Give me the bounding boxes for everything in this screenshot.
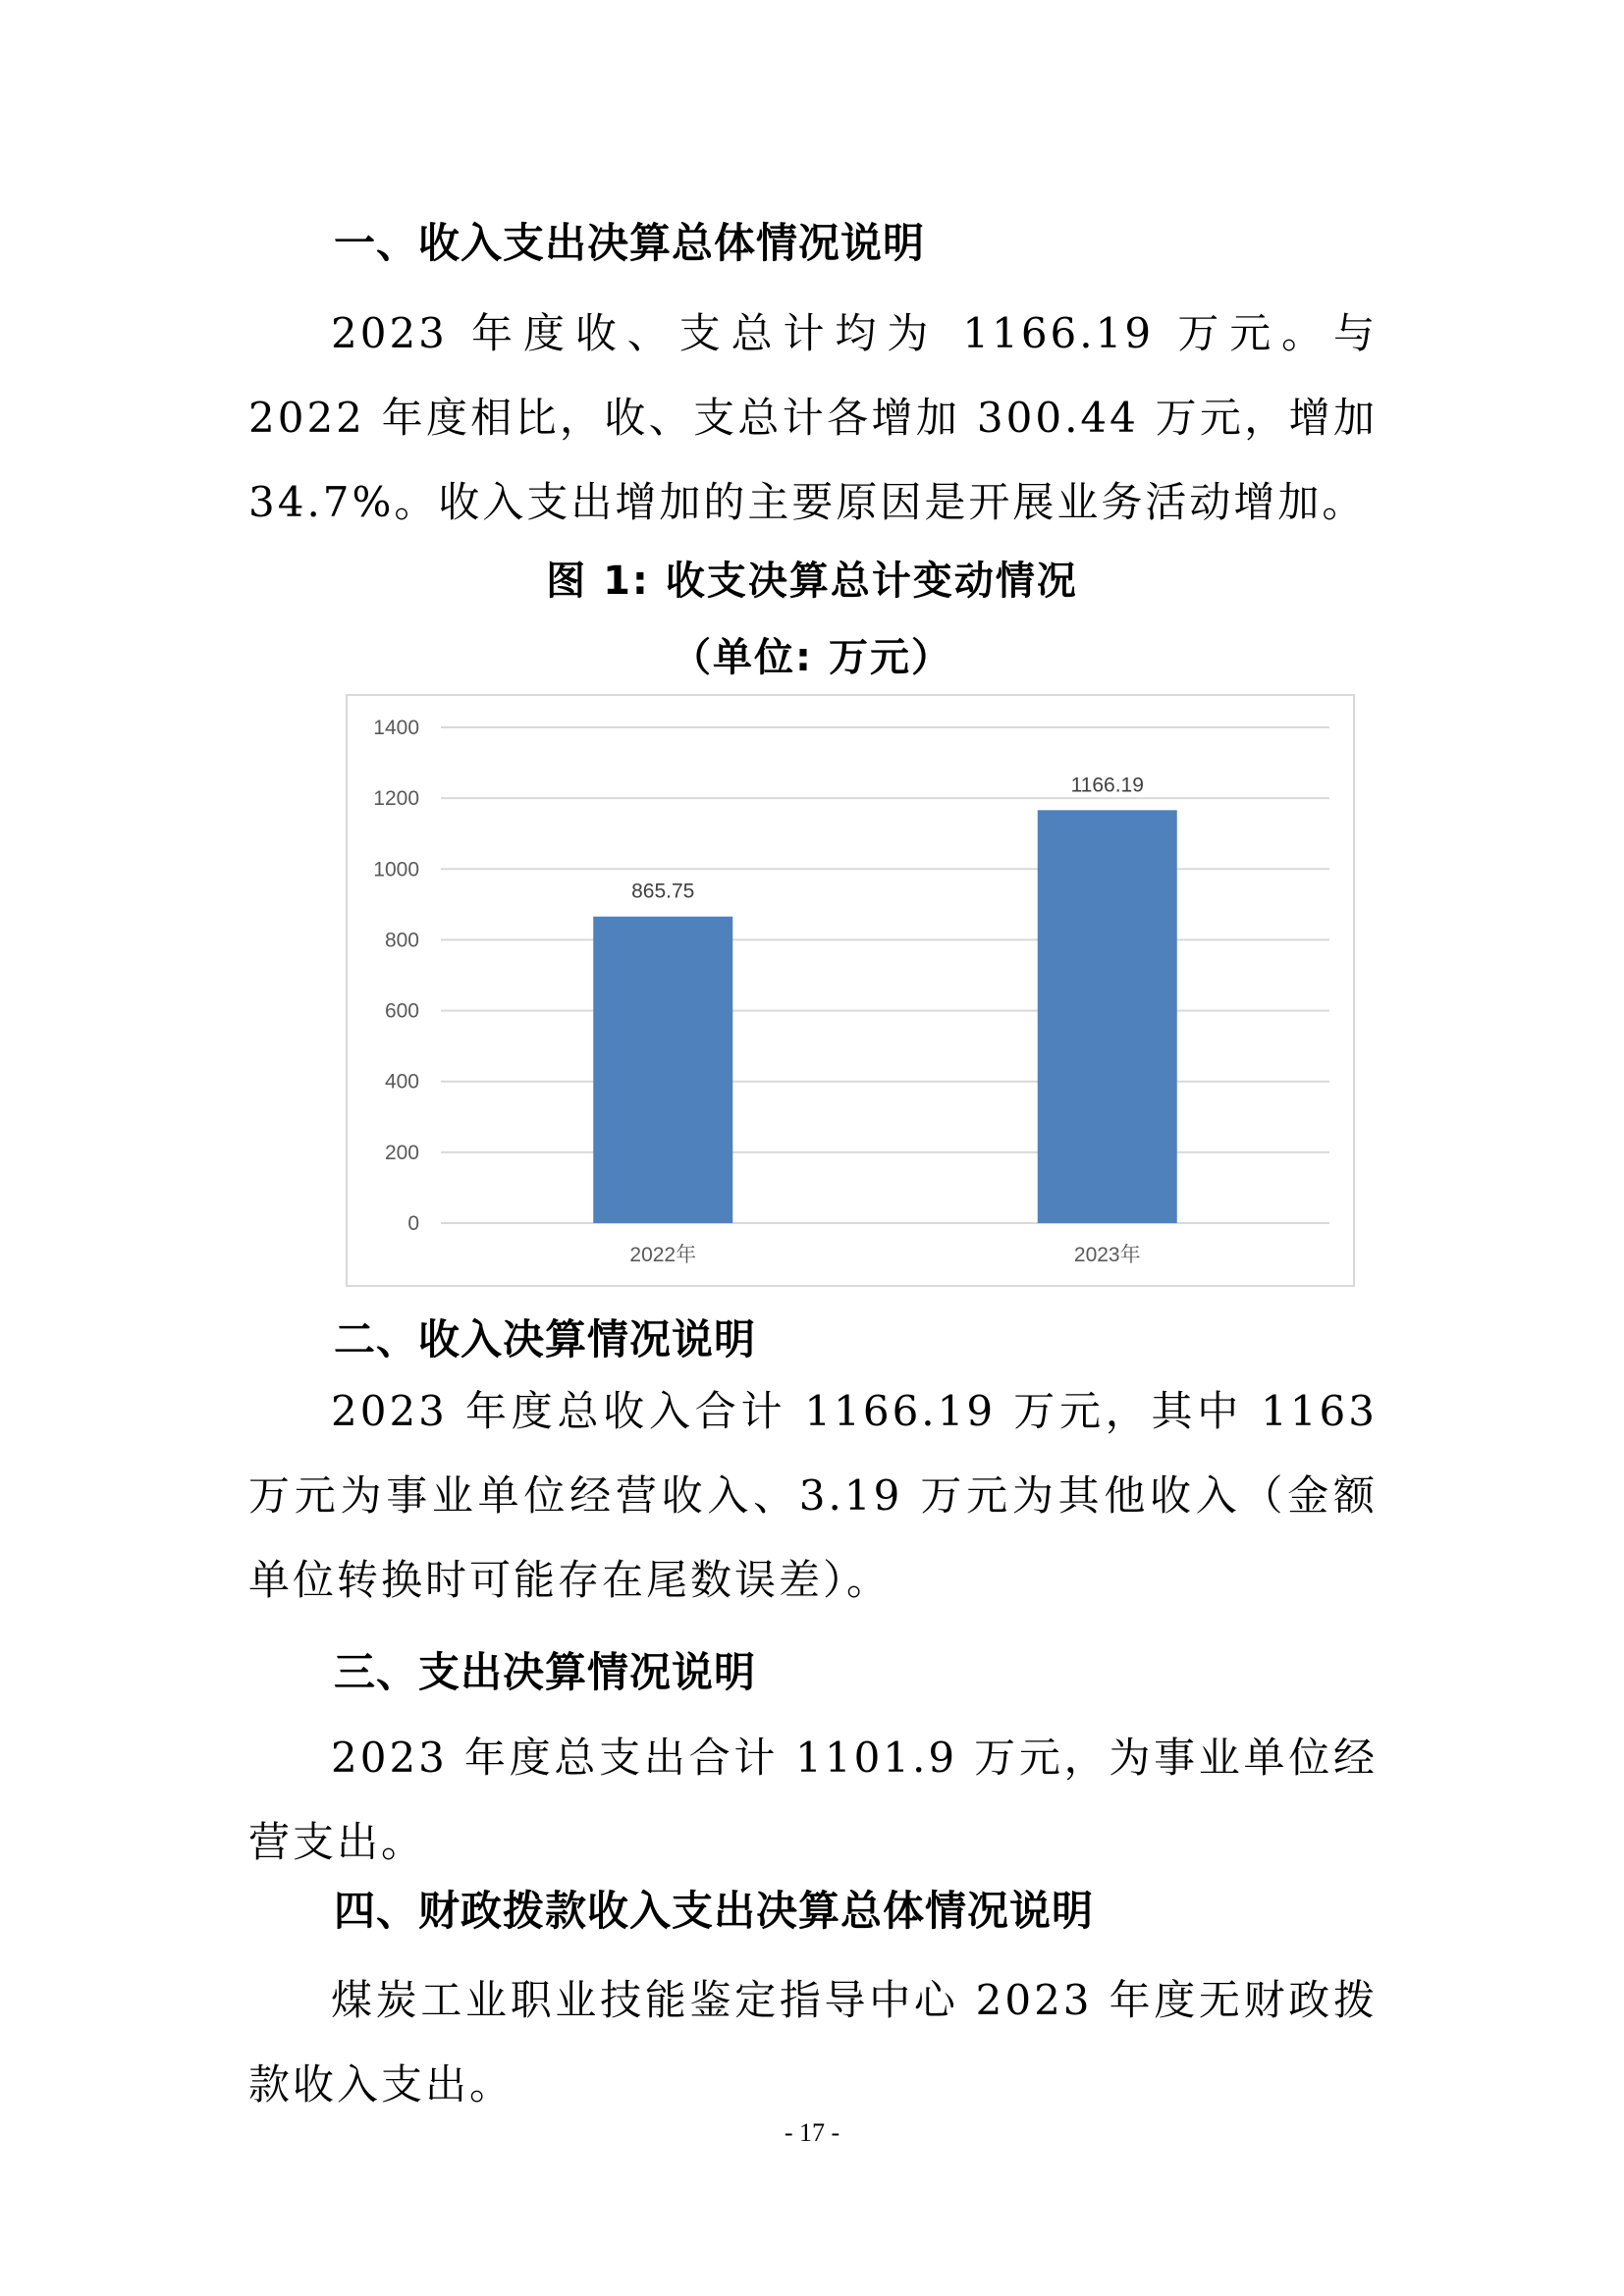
bar-chart-svg xyxy=(348,696,1353,1285)
y-tick-label: 0 xyxy=(407,1212,419,1235)
page-number: - 17 - xyxy=(784,2118,840,2147)
section-paragraph-2: 2023 年度总收入合计 1166.19 万元，其中 1163 万元为事业单位经营收入、3.19 万元为其他收入（金额单位转换时可能存在尾数误差）。 xyxy=(248,1387,1378,1604)
y-tick-label: 1400 xyxy=(373,717,419,739)
section-heading-4: 四、财政拨款收入支出决算总体情况说明 xyxy=(334,1887,1095,1935)
bar xyxy=(593,917,732,1223)
y-tick-label: 200 xyxy=(384,1141,419,1164)
section-paragraph-1: 2023 年度收、支总计均为 1166.19 万元。与 2022 年度相比，收、支总计各增加 300.44 万元，增加 34.7%。收入支出增加的主要原因是开展业务活动增加。 xyxy=(248,309,1378,526)
data-label: 865.75 xyxy=(631,880,695,903)
figure-title: 图 1: 收支决算总计变动情况 xyxy=(546,559,1078,604)
section-paragraph-4: 煤炭工业职业技能鉴定指导中心 2023 年度无财政拨款收入支出。 xyxy=(248,1976,1378,2109)
bar-chart xyxy=(346,694,1355,1287)
x-tick-label: 2023年 xyxy=(1073,1244,1141,1266)
y-tick-label: 600 xyxy=(384,999,419,1023)
y-tick-label: 800 xyxy=(384,929,419,952)
x-tick-label: 2022年 xyxy=(629,1244,697,1266)
y-tick-label: 1000 xyxy=(373,858,419,881)
data-label: 1166.19 xyxy=(1070,774,1144,797)
bar xyxy=(1038,810,1177,1223)
section-heading-1: 一、收入支出决算总体情况说明 xyxy=(334,219,926,267)
figure-unit: （单位: 万元） xyxy=(672,635,952,680)
section-heading-2: 二、收入决算情况说明 xyxy=(334,1315,757,1363)
section-heading-3: 三、支出决算情况说明 xyxy=(334,1648,757,1696)
y-tick-label: 1200 xyxy=(373,787,419,811)
section-paragraph-3: 2023 年度总支出合计 1101.9 万元，为事业单位经营支出。 xyxy=(248,1734,1378,1866)
y-tick-label: 400 xyxy=(384,1070,419,1094)
